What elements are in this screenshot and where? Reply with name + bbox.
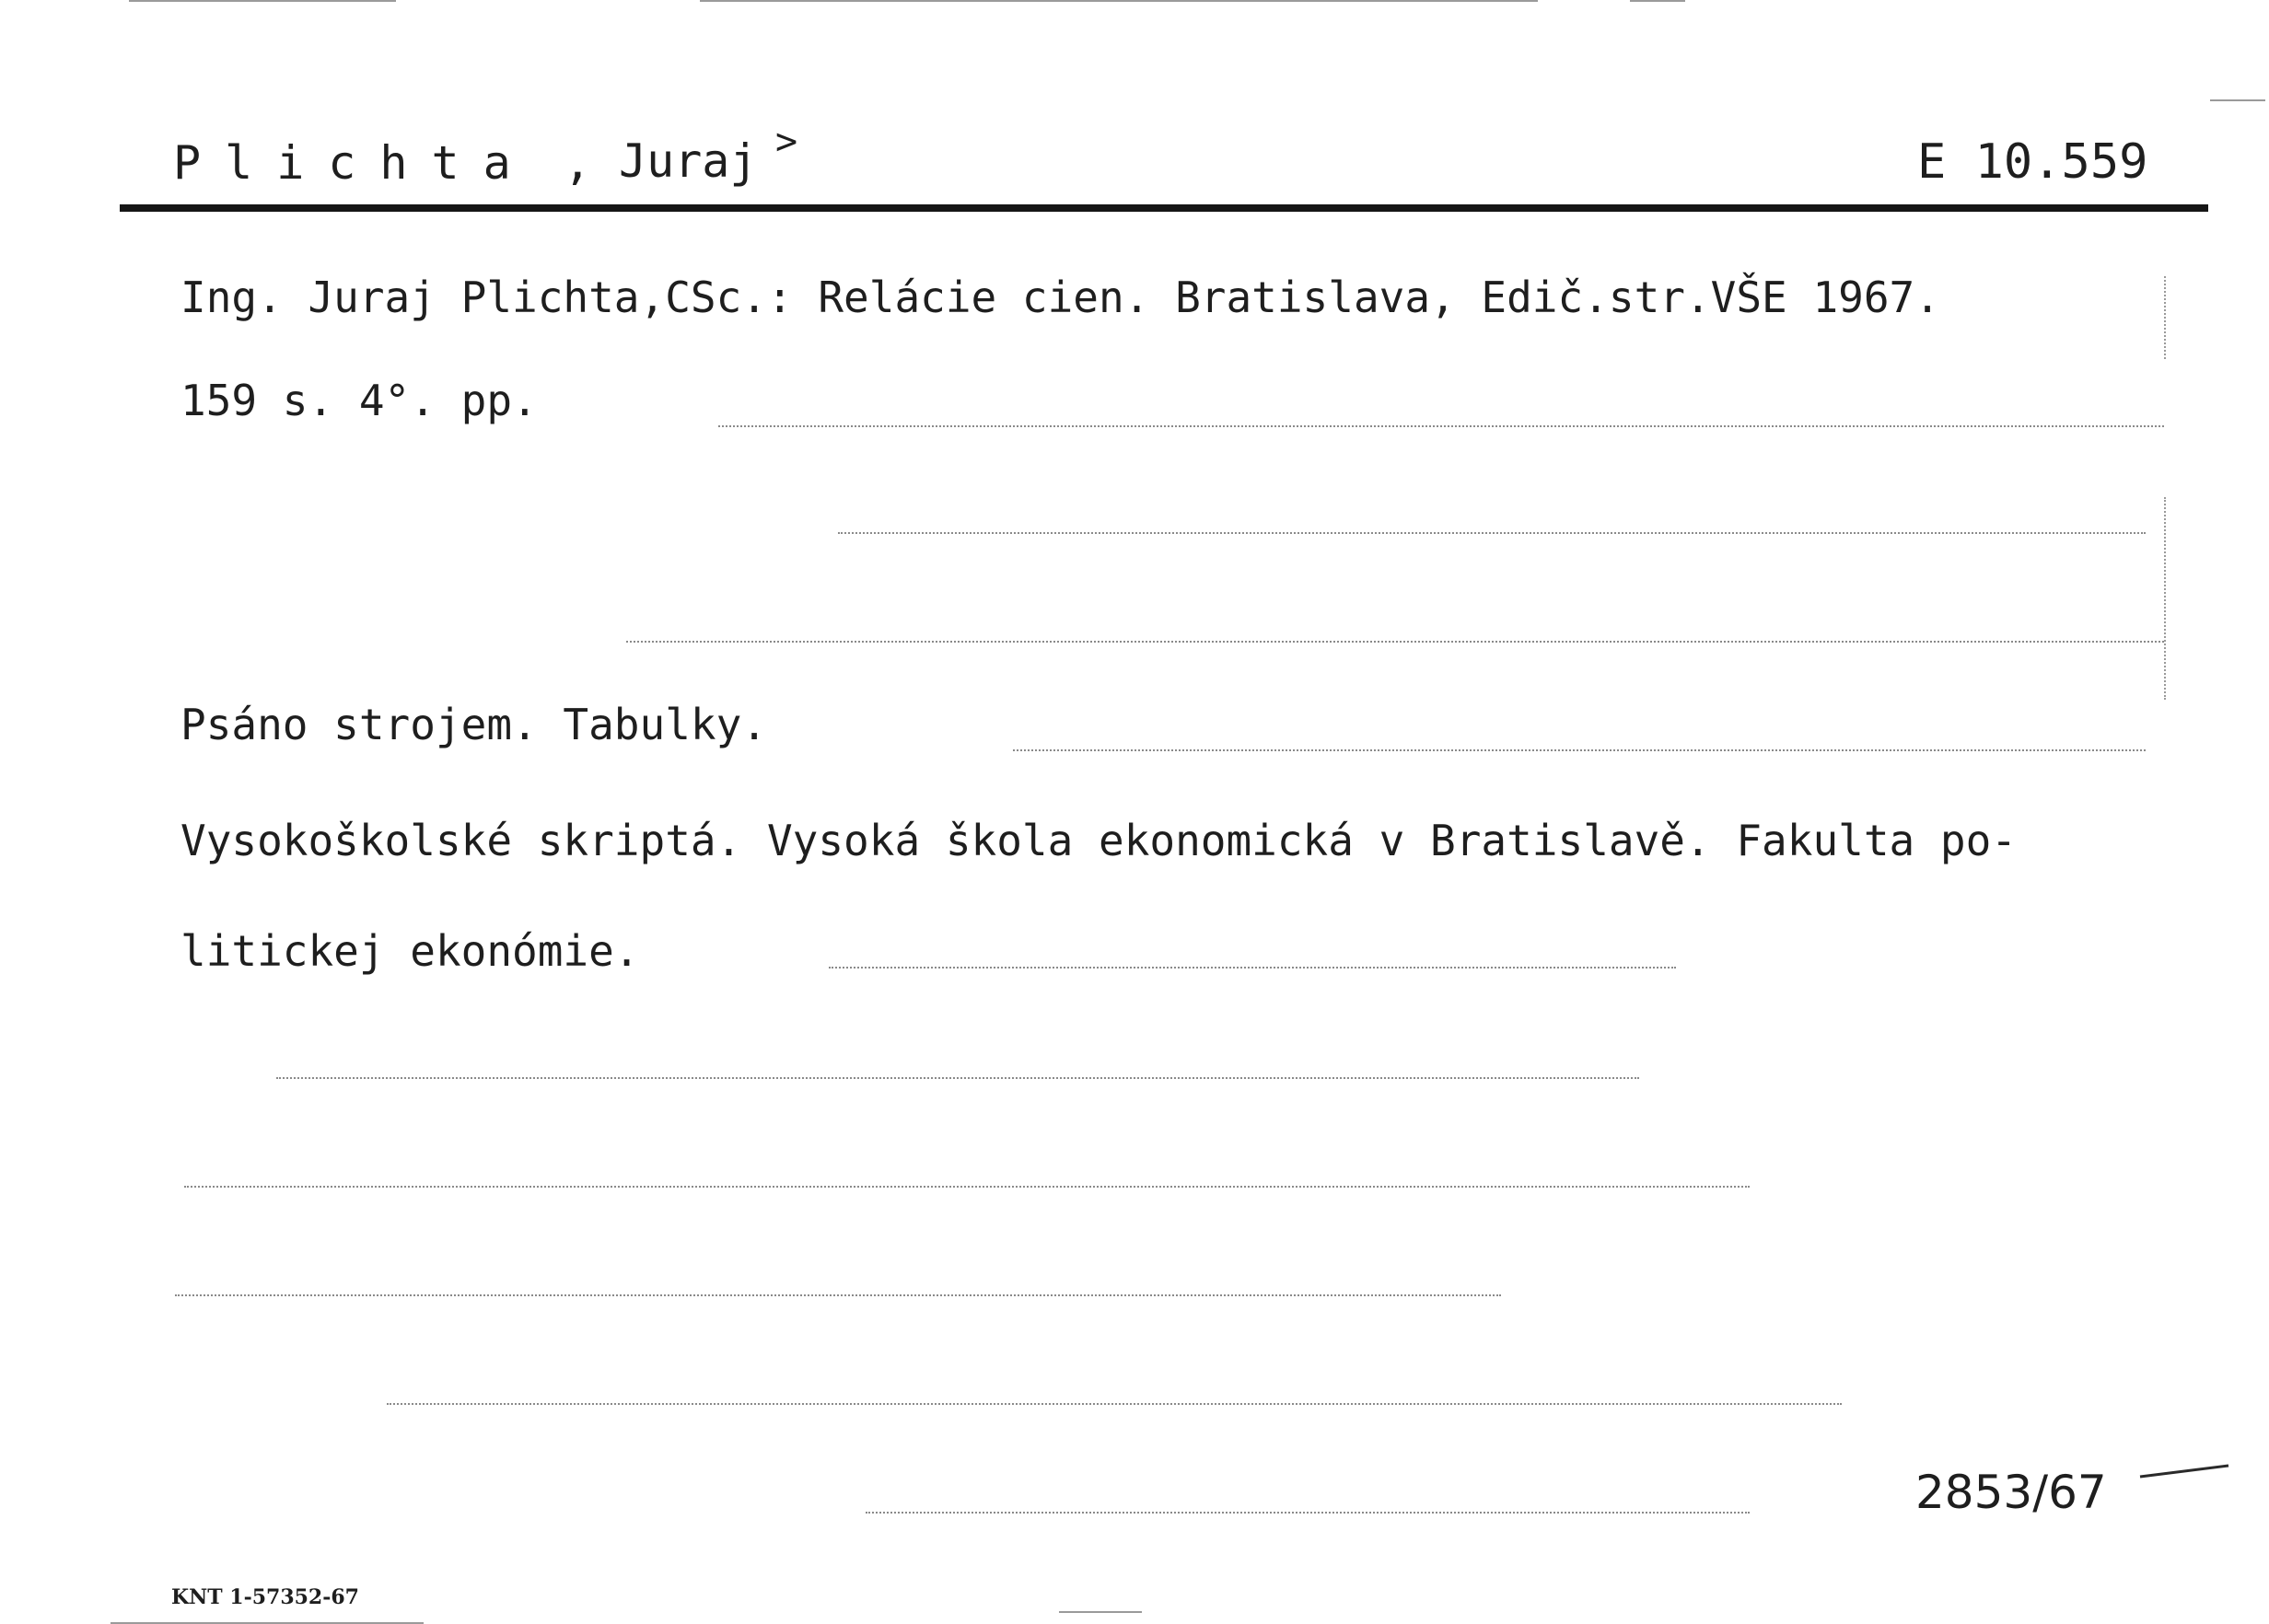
top-edge-dash <box>1630 0 1685 2</box>
bottom-edge-dash <box>1059 1611 1142 1613</box>
accession-number: 2853/67 <box>1915 1466 2107 1519</box>
scan-dotted-line <box>175 1294 1501 1298</box>
description-line: Ing. Juraj Plichta,CSc.: Relácie cien. Bratislava, Edič.str.VŠE 1967. <box>180 273 1940 322</box>
scan-dotted-line <box>1013 749 2146 753</box>
scan-dotted-line <box>184 1186 1750 1189</box>
right-margin-dots <box>2164 276 2168 359</box>
heading-surname: Plichta <box>173 136 535 190</box>
scan-dotted-line <box>829 967 1676 970</box>
scan-dotted-line <box>276 1077 1639 1081</box>
shelfmark: E 10.559 <box>1917 134 2148 190</box>
heading-rule <box>120 204 2208 212</box>
heading-edit-mark: > <box>775 121 798 163</box>
heading-given-name: Juraj <box>619 134 758 188</box>
scan-dotted-line <box>387 1403 1842 1407</box>
printer-mark: KNT 1-57352-67 <box>171 1585 359 1609</box>
right-edge-dash <box>2210 99 2265 101</box>
scan-dotted-line <box>866 1512 1750 1515</box>
top-edge-dash <box>700 0 1538 2</box>
pen-stroke <box>2138 1462 2230 1480</box>
scan-dotted-line <box>838 532 2146 536</box>
note-line: Psáno strojem. Tabulky. <box>180 700 767 749</box>
top-edge-dash <box>129 0 396 2</box>
description-line: 159 s. 4°. pp. <box>180 376 538 425</box>
note-line: litickej ekonómie. <box>180 926 640 976</box>
note-line: Vysokoškolské skriptá. Vysoká škola ekonomická v Bratislavě. Fakulta po- <box>180 816 2017 865</box>
right-margin-dots <box>2164 497 2168 700</box>
scan-dotted-line <box>626 641 2164 644</box>
scan-dotted-line <box>718 425 2164 429</box>
heading-separator: , <box>564 136 592 190</box>
